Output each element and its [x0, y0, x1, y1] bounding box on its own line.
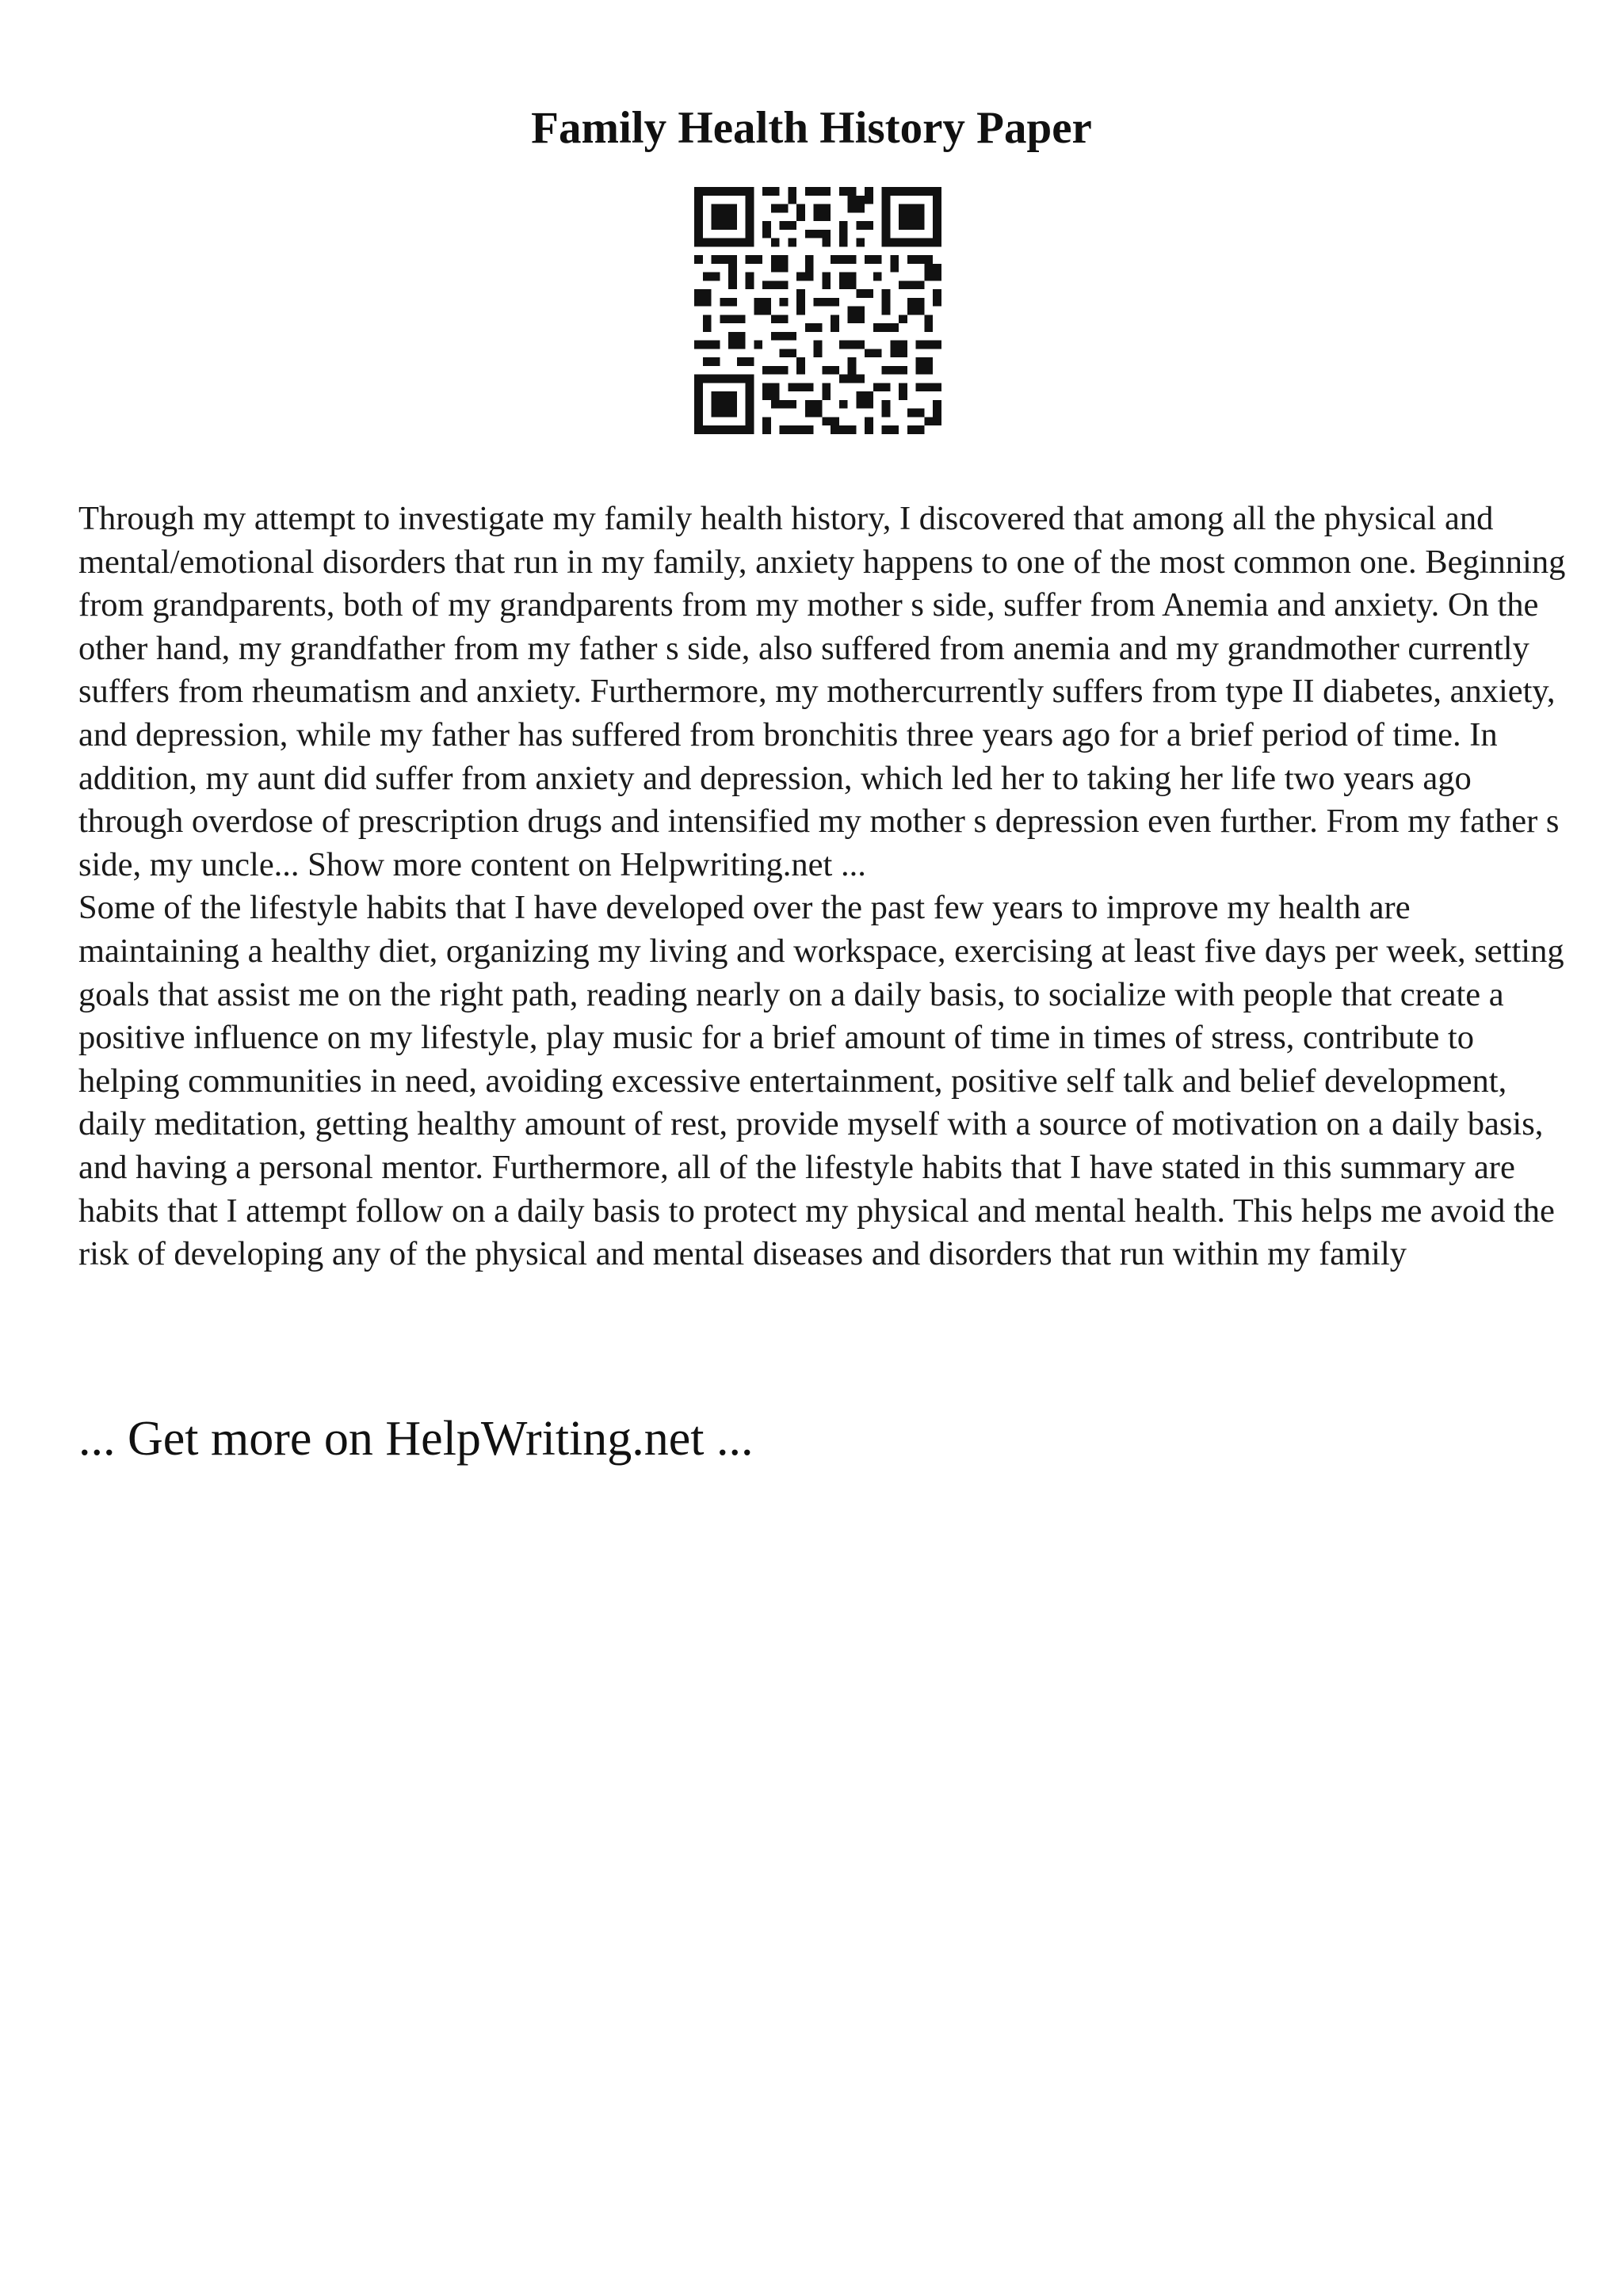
get-more-link[interactable]: ... Get more on HelpWriting.net ...	[78, 1412, 754, 1466]
paragraph: Some of the lifestyle habits that I have developed over the past few years to improve my health are maintaining a healthy diet, organizing my living and workspace, exercising at least five days per week, setting goals that assist me on the right path, reading nearly on a daily basis, to socialize with people that create a positive influence on my lifestyle, play music for a brief amount of time in times of stress, contribute to helping communities in need, avoiding excessive entertainment, positive self talk and belief development, daily meditation, getting healthy amount of rest, provide myself with a source of motivation on a daily basis, and having a personal mentor. Furthermore, all of the lifestyle habits that I have stated in this summary are habits that I attempt follow on a daily basis to protect my physical and mental health. This helps me avoid the risk of developing any of the physical and mental diseases and disorders that run within my family	[78, 889, 1564, 1273]
qr-code-icon[interactable]	[694, 187, 941, 434]
paragraph: Through my attempt to investigate my family health history, I discovered that among all the physical and mental/emotional disorders that run in my family, anxiety happens to one of the most common one. Beginning from grandparents, both of my grandparents from my mother s side, suffer from Anemia and anxiety. On the other hand, my grandfather from my father s side, also suffered from anemia and my grandmother currently suffers from rheumatism and anxiety. Furthermore, my mothercurrently suffers from type II diabetes, anxiety, and depression, while my father has suffered from bronchitis three years ago for a brief period of time. In addition, my aunt did suffer from anxiety and depression, which led her to taking her life two years ago through overdose of prescription drugs and intensified my mother s depression even further. From my father s side, my uncle... Show more content on Helpwriting.net ...	[78, 500, 1566, 883]
document-body	[78, 498, 1568, 1276]
page-title: Family Health History Paper	[531, 103, 1092, 153]
